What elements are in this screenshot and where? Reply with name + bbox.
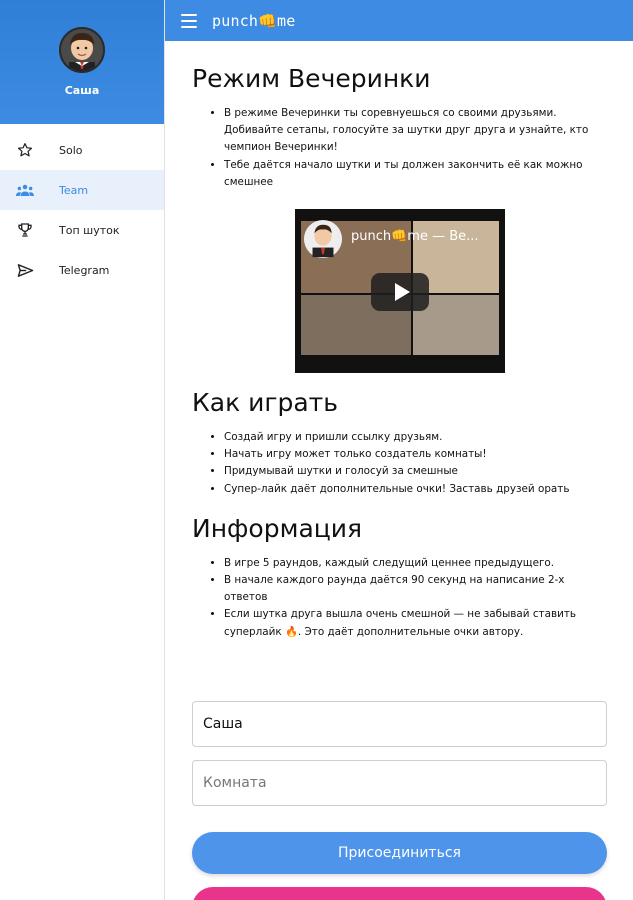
- avatar[interactable]: [59, 27, 105, 73]
- video-title: punch👊me — Ве...: [351, 229, 479, 245]
- info-title: Информация: [192, 513, 363, 543]
- create-room-button[interactable]: [192, 887, 607, 900]
- list-item: • Начать игру может только создатель комнаты!: [224, 446, 608, 463]
- list-item: • Супер-лайк даёт дополнительные очки! Заставь друзей орать: [224, 481, 608, 498]
- top-app-bar: [165, 0, 633, 41]
- brand-logo[interactable]: punch👊me: [212, 11, 296, 30]
- sidebar-item-team[interactable]: [0, 170, 164, 210]
- send-icon: [16, 261, 34, 279]
- sidebar-item-label: Telegram: [59, 263, 110, 277]
- how-to-play-title: Как играть: [192, 388, 338, 418]
- video-player[interactable]: [295, 209, 505, 373]
- menu-icon[interactable]: [181, 14, 197, 28]
- star-icon: [16, 141, 34, 159]
- how-to-play-list: [224, 429, 608, 498]
- sidebar-item-label: Solo: [59, 143, 83, 157]
- list-item: • Если шутка друга вышла очень смешной — не забывай ставить суперлайк 🔥. Это даёт дополнительные очки автору.: [224, 606, 608, 640]
- sidebar-item-solo[interactable]: [0, 130, 164, 170]
- sidebar-header: [0, 0, 164, 124]
- party-mode-title: Режим Вечеринки: [192, 64, 431, 93]
- play-button[interactable]: [371, 273, 429, 311]
- list-item: • Тебе даётся начало шутки и ты должен закончить её как можно смешнее: [224, 157, 608, 191]
- sidebar-item-telegram[interactable]: [0, 250, 164, 290]
- user-name: Саша: [64, 84, 100, 97]
- intro-list: [224, 105, 608, 191]
- sidebar-nav: [0, 130, 164, 290]
- list-item: • В начале каждого раунда даётся 90 секунд на написание 2-х ответов: [224, 572, 608, 606]
- list-item: • Создай игру и пришли ссылку друзьям.: [224, 429, 608, 446]
- join-button[interactable]: Присоединиться: [192, 832, 607, 874]
- sidebar-item-label: Топ шуток: [59, 223, 120, 237]
- list-item: • В игре 5 раундов, каждый следущий ценнее предыдущего.: [224, 555, 608, 572]
- team-icon: [16, 181, 34, 199]
- channel-avatar-icon: [303, 219, 343, 259]
- sidebar-item-label: Team: [59, 183, 89, 197]
- list-item: • Придумывай шутки и голосуй за смешные: [224, 463, 608, 480]
- sidebar-item-top-jokes[interactable]: [0, 210, 164, 250]
- main-content: [192, 41, 608, 641]
- list-item: • В режиме Вечеринки ты соревнуешься со своими друзьями. Добивайте сетапы, голосуйте за шутки друг друга и узнайте, кто чемпион Вечеринки!: [224, 105, 608, 157]
- room-input[interactable]: Комната: [192, 760, 607, 806]
- sidebar: [0, 0, 165, 900]
- trophy-icon: [16, 221, 34, 239]
- name-input[interactable]: Саша: [192, 701, 607, 747]
- info-list: [224, 555, 608, 641]
